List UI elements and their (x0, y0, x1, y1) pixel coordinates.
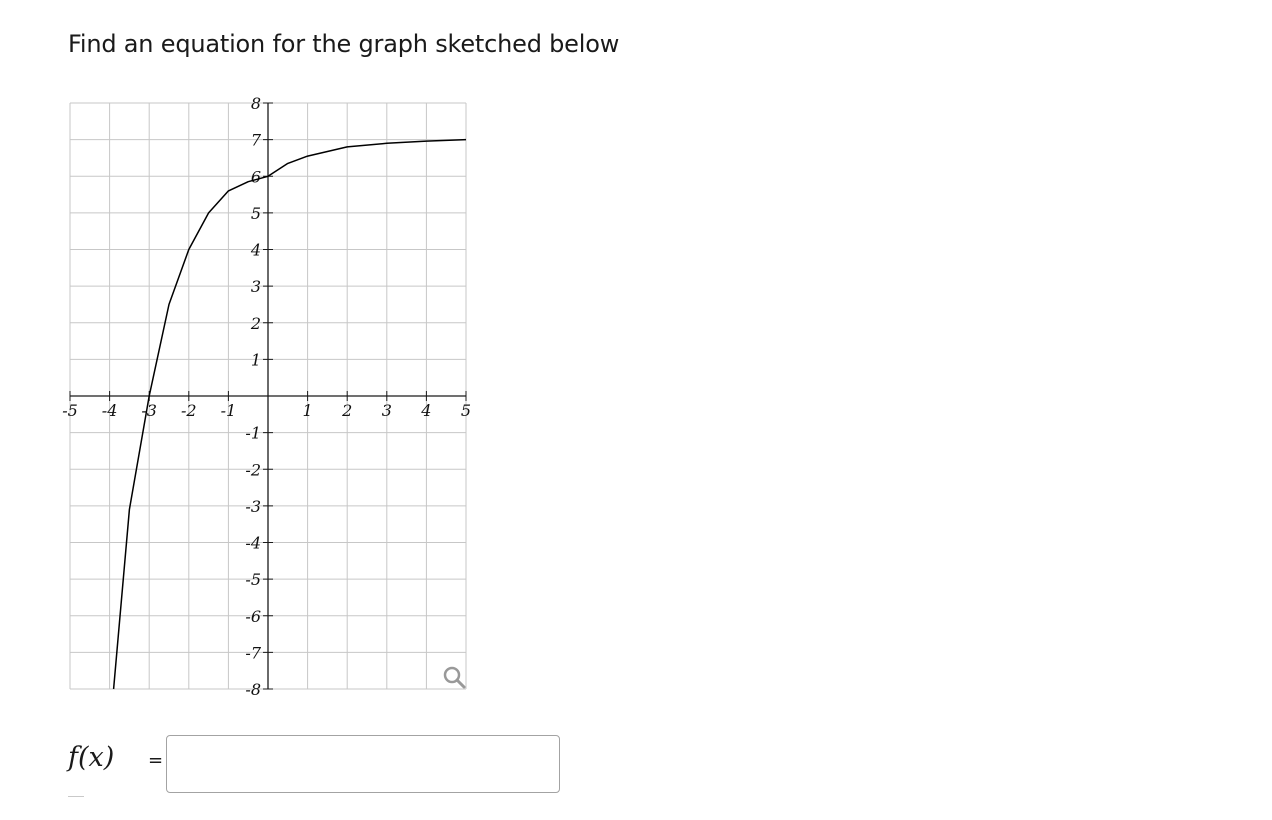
x-tick-label: -1 (220, 401, 237, 420)
x-tick-label: 4 (421, 401, 432, 420)
answer-input[interactable] (166, 735, 560, 793)
graph-figure (60, 95, 480, 705)
x-tick-label: 1 (302, 401, 313, 420)
magnifier-icon[interactable] (445, 668, 464, 687)
x-tick-label: -3 (141, 401, 157, 420)
x-tick-label: -2 (181, 401, 197, 420)
y-tick-label: 7 (250, 130, 261, 150)
y-tick-label: 2 (250, 313, 261, 333)
y-tick-label: 8 (250, 95, 261, 113)
y-tick-label: 5 (250, 203, 261, 223)
y-tick-label: 6 (250, 167, 261, 187)
y-tick-label: -5 (245, 570, 261, 590)
y-tick-label: -6 (245, 606, 261, 626)
y-tick-label: 4 (250, 240, 261, 260)
y-tick-label: -8 (245, 680, 261, 699)
x-tick-label: -4 (101, 401, 118, 420)
x-tick-label: 2 (342, 401, 353, 420)
x-tick-label: 5 (460, 401, 472, 420)
x-tick-label: -5 (62, 401, 78, 420)
y-tick-label: 3 (250, 277, 261, 297)
function-label: f(x) (68, 742, 115, 773)
function-curve (114, 140, 466, 689)
y-tick-label: -2 (245, 460, 261, 480)
equals-sign: = (148, 750, 164, 771)
function-graph (60, 95, 480, 705)
y-tick-label: 1 (250, 350, 261, 370)
y-tick-label: -1 (245, 423, 261, 443)
y-tick-label: -3 (245, 496, 261, 516)
question-text: Find an equation for the graph sketched below (68, 30, 620, 58)
y-tick-label: -4 (245, 533, 261, 553)
x-tick-label: 3 (381, 401, 392, 420)
answer-underline (68, 796, 84, 797)
y-tick-label: -7 (245, 643, 261, 663)
